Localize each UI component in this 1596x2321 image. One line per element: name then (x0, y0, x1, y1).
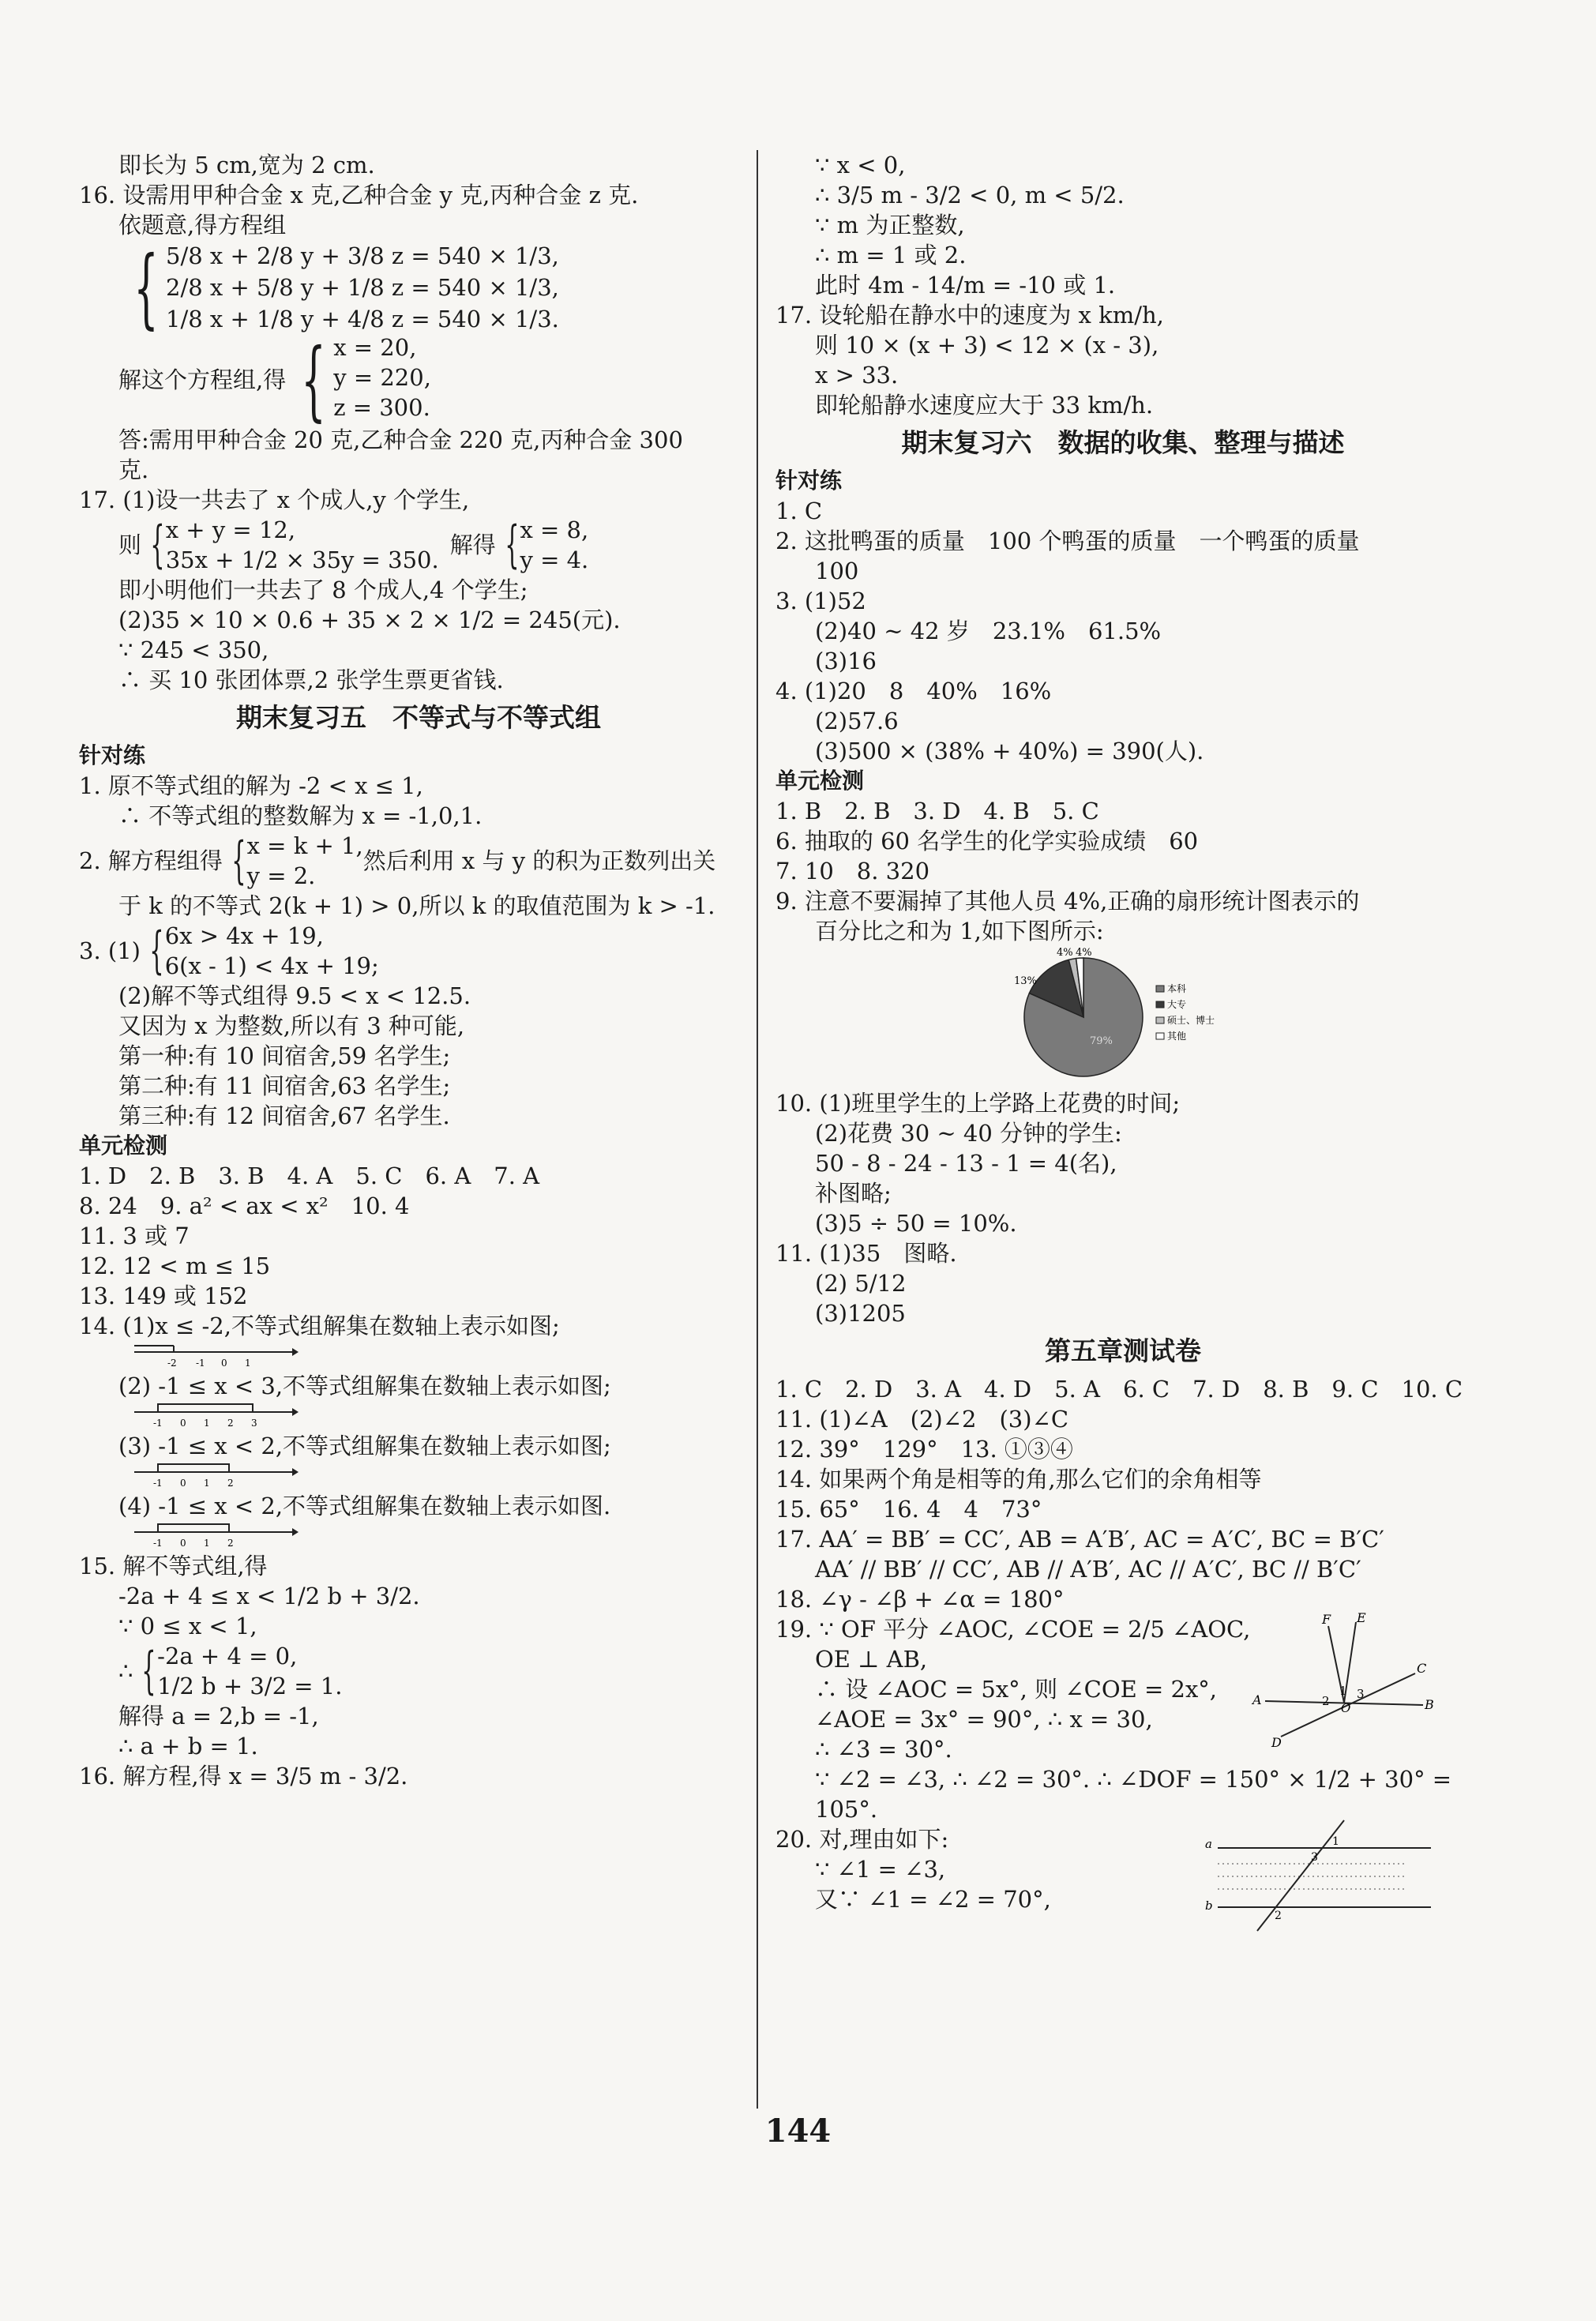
tick-label: -1 (153, 1478, 163, 1488)
angle-label: 2 (1322, 1694, 1330, 1708)
tick-label: 2 (227, 1538, 234, 1548)
equation: 1/8 x + 1/8 y + 4/8 z = 540 × 1/3. (166, 306, 559, 332)
left-brace: { (301, 329, 326, 430)
equation: x + y = 12, (165, 516, 296, 543)
tick-label: 3 (251, 1418, 257, 1428)
point-label: O (1341, 1701, 1351, 1715)
equation: 6(x - 1) < 4x + 19; (164, 952, 379, 979)
answer-line: 即轮船静水速度应大于 33 km/h. (815, 392, 1154, 419)
tick-label: 1 (204, 1418, 210, 1428)
answer-line: 11. (1)35 图略. (775, 1240, 957, 1267)
answer-line: 11. 3 或 7 (79, 1222, 190, 1249)
answer-line: ∴ 设 ∠AOC = 5x°, 则 ∠COE = 2x°, (815, 1676, 1218, 1703)
answer-line: 1. C 2. D 3. A 4. D 5. A 6. C 7. D 8. B 9. C 10. C (775, 1376, 1463, 1403)
answer-line: 又∵ ∠1 = ∠2 = 70°, (815, 1886, 1051, 1913)
point-label: E (1357, 1610, 1366, 1625)
answer-line: 1. B 2. B 3. D 4. B 5. C (775, 798, 1099, 824)
answer-line: 9. 注意不要漏掉了其他人员 4%,正确的扇形统计图表示的 (775, 888, 1360, 915)
pie-label: 13% (1014, 975, 1037, 987)
left-brace: { (150, 516, 165, 574)
point-label: A (1252, 1692, 1262, 1707)
answer-line: 14. (1)x ≤ -2,不等式组解集在数轴上表示如图; (79, 1313, 560, 1339)
answer-text: 则 (118, 531, 142, 558)
legend-label: 本科 (1167, 983, 1187, 994)
answer-line: 又因为 x 为整数,所以有 3 种可能, (118, 1012, 465, 1039)
answer-line: 100 (815, 558, 859, 584)
problem-19-block (775, 1610, 1470, 1764)
answer-line: AA′ // BB′ // CC′, AB // A′B′, AC // A′C′, BC // B′C′ (815, 1556, 1361, 1583)
answer-line: 7. 10 8. 320 (775, 858, 930, 884)
angle-label: 2 (1275, 1910, 1282, 1922)
answer-text: ∴ (118, 1658, 133, 1684)
angle-figure (1249, 1606, 1439, 1756)
answer-line: ∵ m 为正整数, (815, 212, 965, 238)
section-title: 期末复习六 数据的收集、整理与描述 (901, 427, 1345, 458)
answer-line: 16. 设需用甲种合金 x 克,乙种合金 y 克,丙种合金 z 克. (79, 182, 639, 208)
angle-label: 1 (1332, 1835, 1339, 1848)
answer-line: (2)解不等式组得 9.5 < x < 12.5. (118, 982, 471, 1009)
answer-line: 15. 65° 16. 4 4 73° (775, 1496, 1042, 1523)
equation: -2a + 4 = 0, (157, 1643, 298, 1669)
point-label: B (1425, 1697, 1434, 1712)
answer-text: 3. (1) (79, 937, 141, 964)
legend-swatch (1156, 986, 1164, 992)
answer-line: (3)16 (815, 648, 877, 674)
answer-line: 20. 对,理由如下: (775, 1826, 949, 1853)
subsection-title: 针对练 (775, 468, 843, 494)
answer-line: 19. ∵ OF 平分 ∠AOC, ∠COE = 2/5 ∠AOC, (775, 1616, 1251, 1643)
tick-label: 0 (180, 1418, 186, 1428)
legend-swatch (1156, 1033, 1164, 1039)
equation: x = 20, (333, 334, 417, 361)
answer-line: (3)500 × (38% + 40%) = 390(人). (815, 738, 1204, 764)
answer-line: 12. 12 < m ≤ 15 (79, 1253, 271, 1279)
number-line-figure (126, 1341, 300, 1368)
answer-line: -2a + 4 ≤ x < 1/2 b + 3/2. (118, 1583, 420, 1609)
pie-label: 79% (1090, 1035, 1113, 1047)
answer-line: 此时 4m - 14/m = -10 或 1. (815, 272, 1116, 299)
answer-line: 于 k 的不等式 2(k + 1) > 0,所以 k 的取值范围为 k > -1. (118, 892, 715, 919)
equation-system (79, 1641, 758, 1701)
answer-line: ∴ 买 10 张团体票,2 张学生票更省钱. (118, 667, 504, 693)
tick-label: -1 (196, 1358, 205, 1368)
equation: 1/2 b + 3/2 = 1. (157, 1673, 343, 1699)
answer-text: 解这个方程组,得 (118, 366, 287, 393)
page-number: 144 (764, 2113, 832, 2150)
equation: 2/8 x + 5/8 y + 1/8 z = 540 × 1/3, (166, 274, 559, 301)
problem-20-block (775, 1824, 1470, 1922)
answer-line: 8. 24 9. a² < ax < x² 10. 4 (79, 1192, 410, 1219)
tick-label: 1 (204, 1478, 210, 1488)
line-label: a (1205, 1837, 1212, 1851)
answer-text: 解得 (449, 531, 496, 558)
left-column (79, 150, 758, 1791)
answer-line: 16. 解方程,得 x = 3/5 m - 3/2. (79, 1763, 408, 1790)
angle-label: 1 (1339, 1684, 1347, 1698)
legend-swatch (1156, 1017, 1164, 1023)
answer-line: 12. 39° 129° 13. ①③④ (775, 1436, 1073, 1463)
answer-line: 补图略; (815, 1180, 892, 1207)
tick-label: 0 (221, 1358, 227, 1368)
equation: y = 4. (520, 546, 589, 573)
left-brace: { (141, 1642, 156, 1700)
answer-line: 17. AA′ = BB′ = CC′, AB = A′B′, AC = A′C′, BC = B′C′ (775, 1526, 1384, 1553)
answer-line: (2)40 ~ 42 岁 23.1% 61.5% (815, 618, 1162, 644)
answer-line: 6. 抽取的 60 名学生的化学实验成绩 60 (775, 828, 1199, 854)
tick-label: 0 (180, 1478, 186, 1488)
answer-line: 18. ∠γ - ∠β + ∠α = 180° (775, 1586, 1065, 1613)
answer-line: ∵ x < 0, (815, 152, 906, 178)
tick-label: 2 (227, 1418, 234, 1428)
equation: y = 220, (333, 364, 431, 391)
answer-line: 11. (1)∠A (2)∠2 (3)∠C (775, 1406, 1069, 1433)
answer-line: (2)35 × 10 × 0.6 + 35 × 2 × 1/2 = 245(元). (118, 607, 621, 633)
answer-text: 2. 解方程组得 (79, 847, 223, 874)
answer-line: (3)5 ÷ 50 = 10%. (815, 1210, 1017, 1237)
answer-text: 然后利用 x 与 y 的积为正数列出关 (362, 847, 716, 874)
left-brace: { (149, 922, 164, 980)
line-label: b (1205, 1898, 1213, 1913)
answer-line: (2)花费 30 ~ 40 分钟的学生: (815, 1120, 1122, 1147)
tick-label: -1 (153, 1538, 163, 1548)
answer-line: 第三种:有 12 间宿舍,67 名学生. (118, 1102, 450, 1129)
answer-line: 1. D 2. B 3. B 4. A 5. C 6. A 7. A (79, 1162, 540, 1189)
answer-line: ∵ ∠1 = ∠3, (815, 1856, 946, 1883)
answer-line: 13. 149 或 152 (79, 1283, 248, 1309)
answer-line: 105°. (815, 1796, 878, 1823)
equation: 35x + 1/2 × 35y = 350. (165, 546, 439, 573)
section-title: 第五章测试卷 (1045, 1335, 1201, 1366)
subsection-title: 单元检测 (775, 768, 865, 794)
answer-line: (2) 5/12 (815, 1270, 907, 1297)
answer-line: 14. 如果两个角是相等的角,那么它们的余角相等 (775, 1466, 1262, 1493)
subsection-title: 针对练 (79, 742, 146, 768)
answer-line: 第一种:有 10 间宿舍,59 名学生; (118, 1042, 451, 1069)
equation-system (79, 237, 758, 338)
point-label: C (1417, 1661, 1427, 1676)
answer-line: OE ⊥ AB, (815, 1646, 928, 1673)
answer-line: (2) -1 ≤ x < 3,不等式组解集在数轴上表示如图; (118, 1373, 611, 1399)
point-label: F (1322, 1612, 1331, 1627)
equation: 6x > 4x + 19, (164, 922, 324, 949)
tick-label: 1 (245, 1358, 251, 1368)
answer-line: 17. 设轮船在静水中的速度为 x km/h, (775, 302, 1164, 329)
answer-line: 1. 原不等式组的解为 -2 < x ≤ 1, (79, 772, 423, 799)
answer-line: 1. C (775, 498, 823, 524)
equation: x = 8, (520, 516, 589, 543)
point-label: D (1271, 1735, 1282, 1750)
tick-label: 2 (227, 1478, 234, 1488)
section-title: 期末复习五 不等式与不等式组 (236, 702, 601, 733)
answer-line: 则 10 × (x + 3) < 12 × (x - 3), (815, 332, 1159, 359)
answer-line: 百分比之和为 1,如下图所示: (815, 918, 1104, 945)
solution-system (79, 329, 758, 430)
answer-line: 即小明他们一共去了 8 个成人,4 个学生; (118, 576, 528, 603)
answer-line: ∵ 245 < 350, (118, 637, 269, 663)
tick-label: 1 (204, 1538, 210, 1548)
answer-line: 50 - 8 - 24 - 13 - 1 = 4(名), (815, 1150, 1117, 1177)
parallel-lines-figure (1202, 1816, 1439, 1935)
answer-line: 第二种:有 11 间宿舍,63 名学生; (118, 1072, 451, 1099)
answer-line: ∵ ∠2 = ∠3, ∴ ∠2 = 30°. ∴ ∠DOF = 150° × 1/2 + 30° = (815, 1766, 1452, 1793)
answer-line: (3) -1 ≤ x < 2,不等式组解集在数轴上表示如图; (118, 1433, 611, 1459)
equation-system (79, 921, 758, 981)
number-line-figure (126, 1461, 300, 1488)
left-brace: { (231, 832, 246, 890)
answer-line: ∴ ∠3 = 30°. (815, 1736, 952, 1763)
answer-line: (3)1205 (815, 1300, 906, 1327)
angle-label: 3 (1311, 1851, 1318, 1864)
tick-label: -2 (167, 1358, 177, 1368)
answer-line: ∴ 不等式组的整数解为 x = -1,0,1. (118, 802, 483, 829)
pie-label: 4% (1057, 947, 1073, 959)
equation-system (79, 515, 758, 575)
answer-line: ∠AOE = 3x° = 90°, ∴ x = 30, (815, 1706, 1153, 1733)
equation: x = k + 1, (246, 832, 363, 859)
equation: z = 300. (333, 394, 430, 421)
answer-line: ∵ 0 ≤ x < 1, (118, 1613, 257, 1639)
right-column (775, 150, 1470, 1922)
subsection-title: 单元检测 (79, 1132, 168, 1159)
answer-line: 解得 a = 2,b = -1, (118, 1703, 319, 1729)
legend-label: 大专 (1167, 999, 1187, 1010)
equation: 5/8 x + 2/8 y + 3/8 z = 540 × 1/3, (166, 242, 559, 269)
answer-line: 17. (1)设一共去了 x 个成人,y 个学生, (79, 486, 470, 513)
answer-line: (2)57.6 (815, 708, 899, 734)
answer-line: 答:需用甲种合金 20 克,乙种合金 220 克,丙种合金 300 (118, 426, 683, 453)
equation: y = 2. (246, 862, 316, 889)
legend-label: 硕士、博士 (1167, 1015, 1215, 1026)
answer-line: ∴ m = 1 或 2. (815, 242, 967, 269)
answer-line: 10. (1)班里学生的上学路上花费的时间; (775, 1090, 1181, 1117)
answer-line: 4. (1)20 8 40% 16% (775, 678, 1052, 704)
left-brace: { (504, 516, 520, 574)
tick-label: 0 (180, 1538, 186, 1548)
angle-label: 3 (1357, 1687, 1365, 1701)
answer-line: 即长为 5 cm,宽为 2 cm. (118, 152, 375, 178)
tick-label: -1 (153, 1418, 163, 1428)
answer-line: 15. 解不等式组,得 (79, 1553, 268, 1579)
number-line-figure (126, 1521, 300, 1548)
answer-line: ∴ 3/5 m - 3/2 < 0, m < 5/2. (815, 182, 1125, 208)
answer-line: 克. (118, 456, 149, 483)
answer-line: (4) -1 ≤ x < 2,不等式组解集在数轴上表示如图. (118, 1493, 611, 1519)
left-brace: { (133, 237, 159, 338)
pie-label: 4% (1076, 947, 1092, 959)
answer-line: 依题意,得方程组 (118, 212, 287, 238)
pie-chart-figure (775, 946, 1470, 1088)
legend-swatch (1156, 1001, 1164, 1008)
answer-line: ∴ a + b = 1. (118, 1733, 258, 1760)
answer-line: x > 33. (815, 362, 899, 389)
number-line-figure (126, 1401, 300, 1428)
equation-system (79, 831, 758, 891)
answer-line: 2. 这批鸭蛋的质量 100 个鸭蛋的质量 一个鸭蛋的质量 (775, 528, 1360, 554)
legend-label: 其他 (1167, 1031, 1187, 1042)
answer-line: 3. (1)52 (775, 588, 866, 614)
